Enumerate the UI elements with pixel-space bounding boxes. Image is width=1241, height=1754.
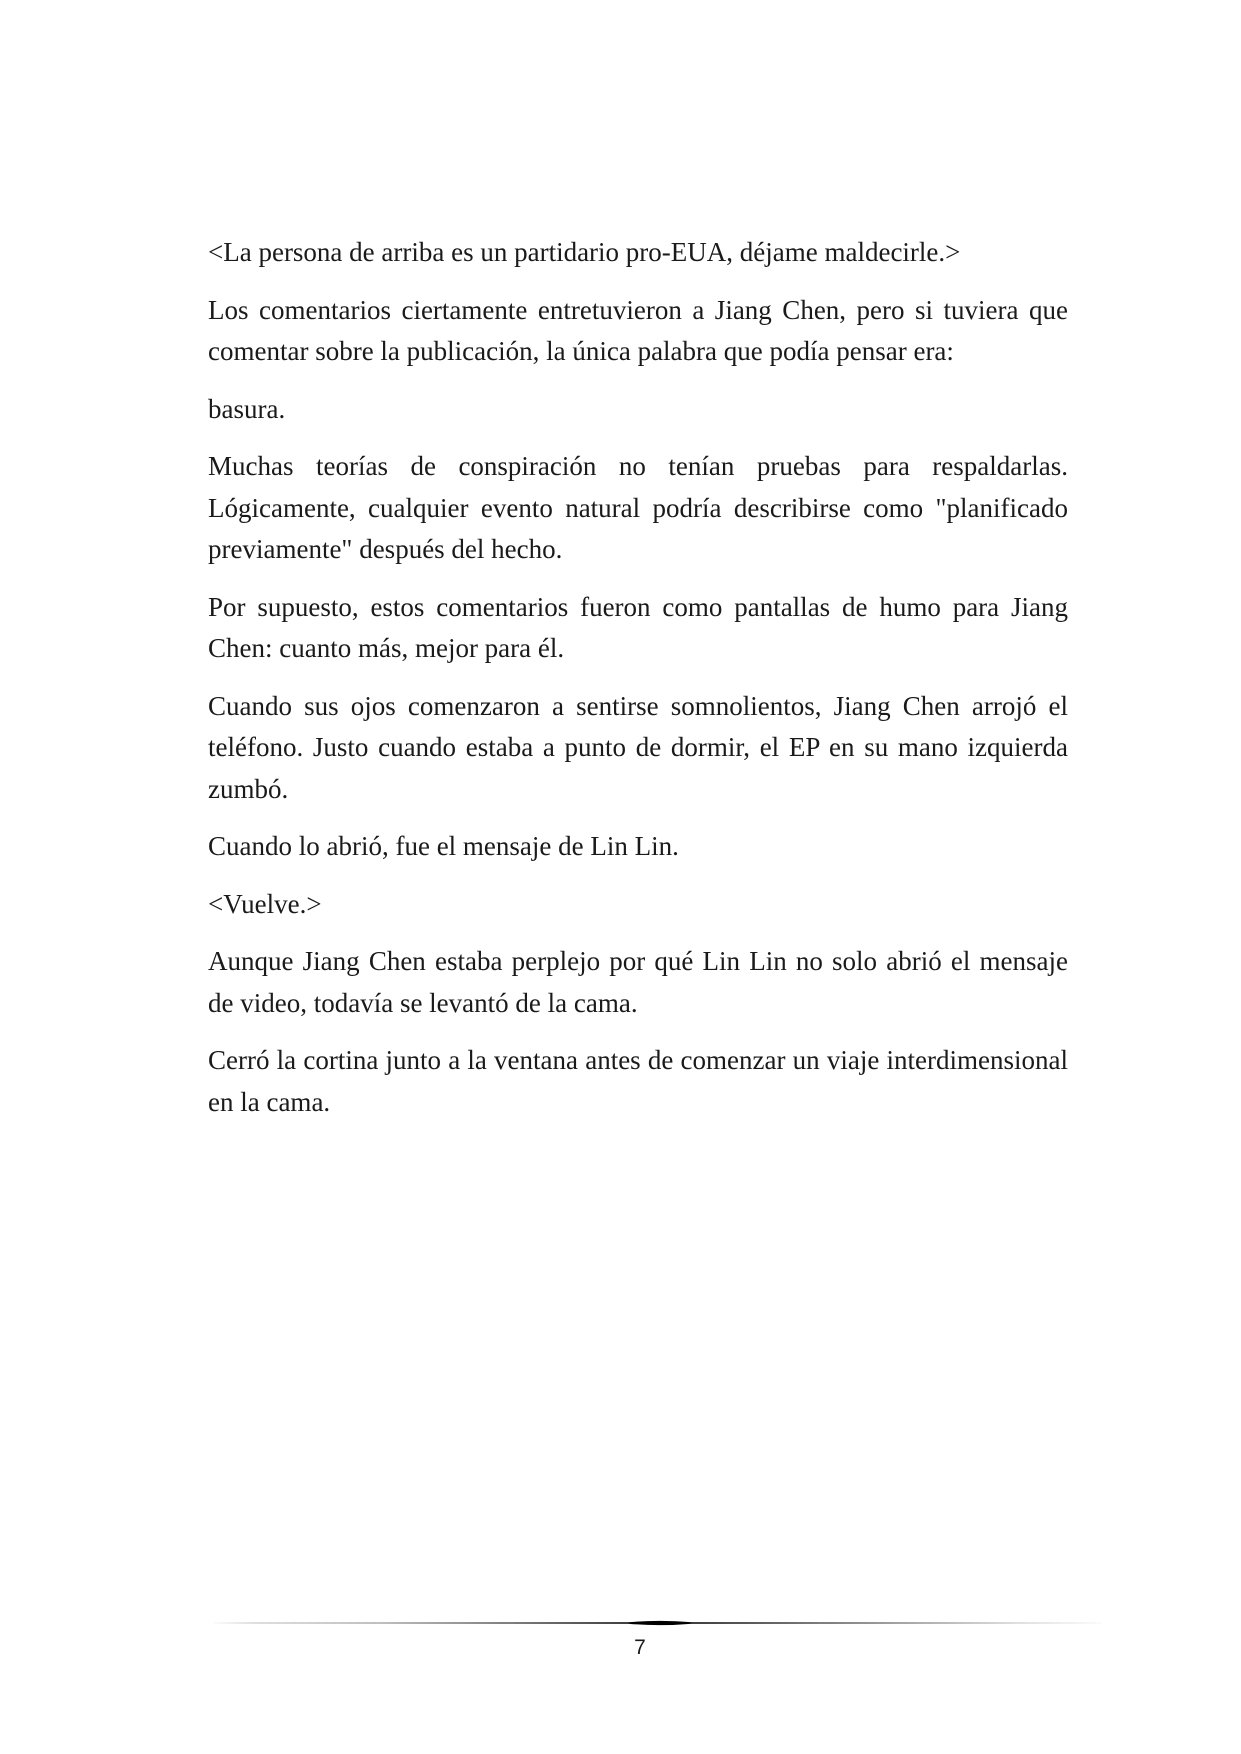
- paragraph: basura.: [208, 393, 286, 424]
- paragraph: Cerró la cortina junto a la ventana antes de comenzar un viaje interdimensional en la cama.: [208, 1045, 1068, 1117]
- paragraph: <Vuelve.>: [208, 888, 322, 919]
- paragraph: Los comentarios ciertamente entretuvieron a Jiang Chen, pero si tuviera que comentar sobre la publicación, la única palabra que podía pensar era:: [208, 294, 1068, 366]
- paragraph: Muchas teorías de conspiración no tenían pruebas para respaldarlas. Lógicamente, cualquier evento natural podría describirse como "planificado previamente" después del hecho.: [208, 451, 1068, 564]
- paragraph: <La persona de arriba es un partidario pro-EUA, déjame maldecirle.>: [208, 237, 961, 267]
- paragraph: Por supuesto, estos comentarios fueron como pantallas de humo para Jiang Chen: cuanto más, mejor para él.: [208, 591, 1068, 663]
- paragraph: Cuando sus ojos comenzaron a sentirse somnolientos, Jiang Chen arrojó el teléfono. Justo cuando estaba a punto de dormir, el EP en su mano izquierda zumbó.: [208, 690, 1068, 804]
- paragraph: Aunque Jiang Chen estaba perplejo por qué Lin Lin no solo abrió el mensaje de video, todavía se levantó de la cama.: [208, 946, 1068, 1018]
- paragraph: Cuando lo abrió, fue el mensaje de Lin Lin.: [208, 831, 679, 861]
- body-text: [208, 232, 1068, 1139]
- page-number: 7: [634, 1636, 646, 1659]
- footer-divider: [208, 1616, 1112, 1630]
